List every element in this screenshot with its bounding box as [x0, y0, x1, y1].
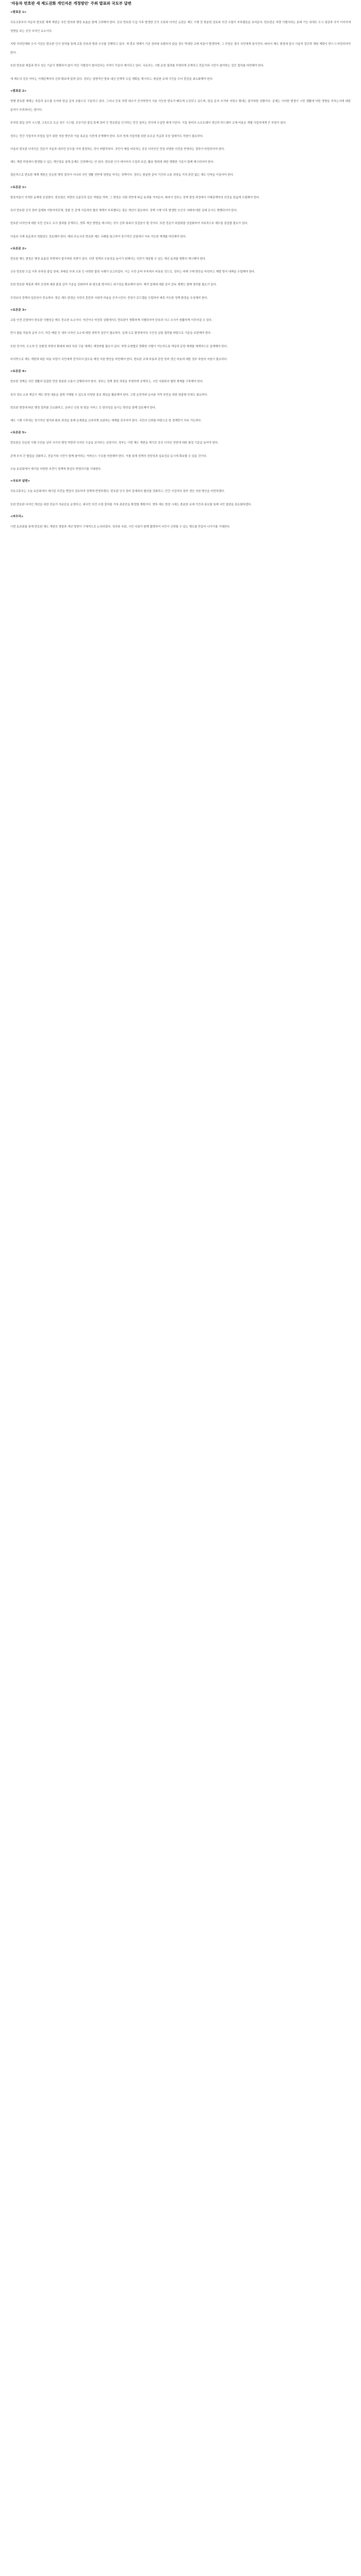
body-paragraph: 아울러 국제 표준과의 정합성도 검토해야 한다. 해외 주요국의 번호판 제도 사례를 참고하여 장기적인 관점에서 지속 가능한 체계를 마련해야 한다.: [10, 235, 187, 239]
body-paragraph: 무엇보다 정책의 일관성이 중요하다. 잦은 제도 변경은 국민의 혼란과 사회적 비용을 증가시킨다. 중장기 로드맵을 수립하여 예측 가능한 정책 환경을 조성해야 한다.: [10, 296, 208, 300]
body-paragraph: 번호판 제도 변경은 행정 효율성 측면에서 불가피한 측면이 있다. 다만 정책의 수용성을 높이기 위해서는 국민이 체감할 수 있는 개선 효과를 명확히 제시해야 한다.: [10, 257, 206, 261]
section-heading: <국토부 답변>: [10, 480, 30, 483]
body-paragraph: 신규 번호판 도입 이후 주차장 출입 장애, 과태료 부과 오류 등 다양한 불편 사례가 보고되었다. 이는 사전 준비 부족에서 비롯된 것으로, 정부는 피해 구제 방안을 마련하고 재발 방지 대책을 수립해야 한다.: [10, 270, 255, 274]
body-paragraph: 번호판 변경에 따른 행정 절차를 간소화하고, 온라인 신청 및 방문 서비스 등 편의성을 높이는 방안을 함께 검토해야 한다.: [10, 406, 156, 410]
body-paragraph: 아울러 번호판 디자인은 전문가 자문과 대국민 공모를 거쳐 결정하는 것이 바람직하다. 국민이 매일 마주하는 공공 디자인인 만큼 다양한 의견을 반영하는 절차가 마련되어야 한다.: [10, 147, 225, 151]
body-paragraph: 주차장 출입 관리 시스템, 고속도로 요금 징수 시스템, 공공기관 출입 통제 장비 등 번호판을 인식하는 민간 설비는 전국에 수십만 대에 이른다. 이들 장비의 소프트웨어 갱신과 하드웨어 교체 비용은 개별 사업자에게 큰 부담이 된다.: [10, 122, 287, 125]
body-paragraph: 발표자들이 지적한 문제에 공감한다. 번호판은 차량의 신분증과 같은 역할을 하며, 그 변경은 사회 전반에 파급 효과를 가져온다. 따라서 정부는 정책 결정 과정에서 이해관계자의 의견을 폭넓게 수렴해야 한다.: [10, 196, 260, 199]
body-paragraph: 또한 번호판 재질과 제작 공정에 대한 품질 관리 기준을 강화하여 위·변조를 방지하고 내구성을 확보해야 한다. 제작 업체에 대한 관리 감독 체계도 함께 정비할 필요가 있다.: [10, 283, 217, 287]
section-heading: <토론문 1>: [10, 185, 27, 189]
document-body: [10, 9, 351, 532]
body-paragraph: 특히 번호판 인식 장비 업계와 지방자치단체, 경찰 등 관계 기관과의 협의 체계가 부족했다는 점은 개선이 필요하다. 정책 시행 이후 발생한 오인식 사례에 대한 실태 조사도 병행되어야 한다.: [10, 209, 238, 212]
body-paragraph: 번호판 정책은 국민 생활과 밀접한 만큼 충분한 소통이 선행되어야 한다. 정부는 정책 결정 과정을 투명하게 공개하고, 시민 사회와의 협력 체계를 구축해야 한다.: [10, 380, 204, 384]
section-heading: <토론문 5>: [10, 431, 27, 435]
body-paragraph: 또한 번호판 디자인 개선을 위한 전문가 자문단을 운영하고, 대국민 의견 수렴 절차를 거쳐 최종안을 확정할 계획이다. 향후 제도 변경 시에는 충분한 유예 기간과 홍보를 통해 국민 불편을 최소화하겠다.: [10, 503, 252, 506]
body-paragraph: 제도 개편 과정에서 발생할 수 있는 개인정보 침해 문제도 간과해서는 안 된다. 번호판 인식 데이터의 수집과 보관, 활용 범위에 대한 명확한 기준이 함께 제시되어야 한다.: [10, 161, 215, 164]
body-paragraph: 국토교통부는 오늘 토론회에서 제기된 의견을 면밀히 검토하여 정책에 반영하겠다. 번호판 인식 장비 업계와의 협의를 강화하고, 민간 사업자의 장비 갱신 지원 방안을 마련하겠다.: [10, 490, 225, 494]
body-paragraph: 번호판 디자인에 대한 국민 선호도 조사 결과를 공개하고, 향후 개선 방향을 제시하는 것이 신뢰 회복의 첫걸음이 될 것이다. 또한 전문가 위원회를 상설화하여 지속적으로 제도를 점검할 필요가 있다.: [10, 222, 249, 226]
body-paragraph: 교통 안전 관점에서 번호판 식별성은 매우 중요한 요소이다. 야간이나 악천후 상황에서도 번호판이 명확하게 식별되어야 단속과 사고 조사가 원활하게 이루어질 수 있다.: [10, 319, 212, 323]
body-paragraph: 마지막으로 제도 개편에 따른 비용 부담이 국민에게 전가되지 않도록 재정 지원 방안을 마련해야 한다. 번호판 교체 비용과 관련 장비 갱신 비용에 대한 정부 차원의 지원이 필요하다.: [10, 358, 228, 361]
body-paragraph: 정부는 민간 사업자의 부담을 덜기 위한 지원 방안과 기술 표준을 사전에 공개해야 한다. 특히 영세 사업자를 위한 보조금 지급과 무상 업데이트 지원이 필요하다.: [10, 134, 204, 138]
document-title: '자동차 번호판 세 제도권화 개인자본 개정방안' 주최 발표와 국토부 답변: [10, 1, 132, 6]
body-paragraph: 오늘 토론회에서 제기된 다양한 의견이 정책에 충실히 반영되기를 기대한다.: [10, 468, 102, 471]
body-paragraph: 새 제도의 성공 여부는 이해관계자의 신뢰 확보에 달려 있다. 정부는 일방적인 발표 대신 단계적 도입 계획을 제시하고, 충분한 유예 기간을 두어 혼란을 최소화해야 한다.: [10, 77, 214, 81]
body-paragraph: 국토교통부의 자동차 번호판 체계 개편은 국민 편의와 행정 효율을 함께 고려해야 한다. 신규 번호판 도입 이후 발생한 인식 오류와 디자인 논란은 제도 시행 전 충분한 검토와 의견 수렴이 부족했음을 보여준다. 번호판은 차량 식별이라는 본래 기능 외에도 도시 경관과 국가 이미지에 영향을 주는 공공 디자인 요소이다.: [10, 21, 351, 33]
body-paragraph: 또한 전기차, 수소차 등 친환경 차량의 확대에 따라 차종 구분 체계도 재정비할 필요가 있다. 차량 유형별로 명확한 식별이 가능하도록 색상과 문양 체계를 체계적으로 설계해야 한다.: [10, 345, 228, 348]
body-paragraph: 반사 필름 적용과 글자 크기, 자간 배열 등 세부 디자인 요소에 대한 과학적 검증이 필요하다. 실제 도로 환경에서의 시인성 실험 결과를 바탕으로 기준을 보완해야 한다.: [10, 332, 211, 335]
body-paragraph: 특히 정보 소외 계층이 제도 변경 내용을 쉽게 이해할 수 있도록 다양한 홍보 채널을 활용해야 한다. 고령 운전자와 농어촌 지역 주민을 위한 맞춤형 안내도 필요하다.: [10, 393, 208, 397]
body-paragraph: 지방 자치단체와 수사 기관은 번호판 인식 장치를 통해 교통 단속과 범죄 수사를 진행하고 있다. 새 번호 체계가 기존 장비와 호환되지 않을 경우 막대한 교체 비용이 발생하며, 그 부담은 결국 국민에게 돌아간다. 따라서 제도 변경에 앞서 기술적 검증과 재원 계획이 반드시 마련되어야 한다.: [10, 43, 351, 55]
section-heading: <토론문 4>: [10, 370, 27, 374]
body-paragraph: 이번 토론회를 통해 번호판 제도 개편의 쟁점과 개선 방향이 구체적으로 논의되었다. 정부와 국회, 시민 사회가 함께 협력하여 국민이 신뢰할 수 있는 제도를 만들어 나가기를 기대한다.: [10, 525, 231, 529]
body-paragraph: 제도 시행 이후에는 정기적인 평가와 환류 과정을 통해 문제점을 신속하게 보완하는 체계를 갖추어야 한다. 국민의 신뢰를 바탕으로 한 정책만이 지속 가능하다.: [10, 419, 202, 423]
section-heading: <토론문 3>: [10, 309, 27, 312]
body-paragraph: 번호판은 단순한 식별 수단을 넘어 국가의 행정 역량과 디자인 수준을 보여주는 상징이다. 정부는 이번 제도 개편을 계기로 공공 디자인 전반에 대한 품질 기준을 높여야 한다.: [10, 442, 219, 445]
body-paragraph: 결론적으로 번호판 체계 개편은 단순한 행정 절차가 아니라 국민 생활 전반에 영향을 미치는 정책이다. 정부는 충분한 준비 기간과 소통 과정을 거쳐 혼란 없는 제도 안착을 이끌어야 한다.: [10, 174, 234, 177]
section-heading: <발표문 1>: [10, 11, 27, 14]
section-heading: <발표문 2>: [10, 90, 27, 93]
body-paragraph: 현행 번호판 체계는 차종과 용도를 숫자와 한글 문자 조합으로 구분하고 있다. 그러나 등록 차량 대수가 증가하면서 사용 가능한 번호가 빠르게 소진되고 있으며, 한글 문자 추가와 자릿수 확대는 불가피한 상황이다. 문제는 이러한 변경이 시민 생활에 어떤 영향을 미치는지에 대한 분석이 부족하다는 점이다.: [10, 100, 351, 112]
body-paragraph: 또한 번호판 재질과 반사 성능 기준이 명확하지 않아 야간 식별성이 떨어진다는 지적이 꾸준히 제기되고 있다. 국토부는 시범 운영 결과를 투명하게 공개하고 전문가와 시민이 참여하는 검증 절차를 마련해야 한다.: [10, 64, 265, 68]
body-paragraph: 관계 부처 간 협업을 강화하고, 전문가와 시민이 함께 참여하는 거버넌스 구조를 마련해야 한다. 이를 통해 정책의 정당성과 실효성을 동시에 확보할 수 있을 것이다.: [10, 454, 207, 458]
section-heading: <마무리>: [10, 515, 24, 518]
section-heading: <토론문 2>: [10, 247, 27, 250]
